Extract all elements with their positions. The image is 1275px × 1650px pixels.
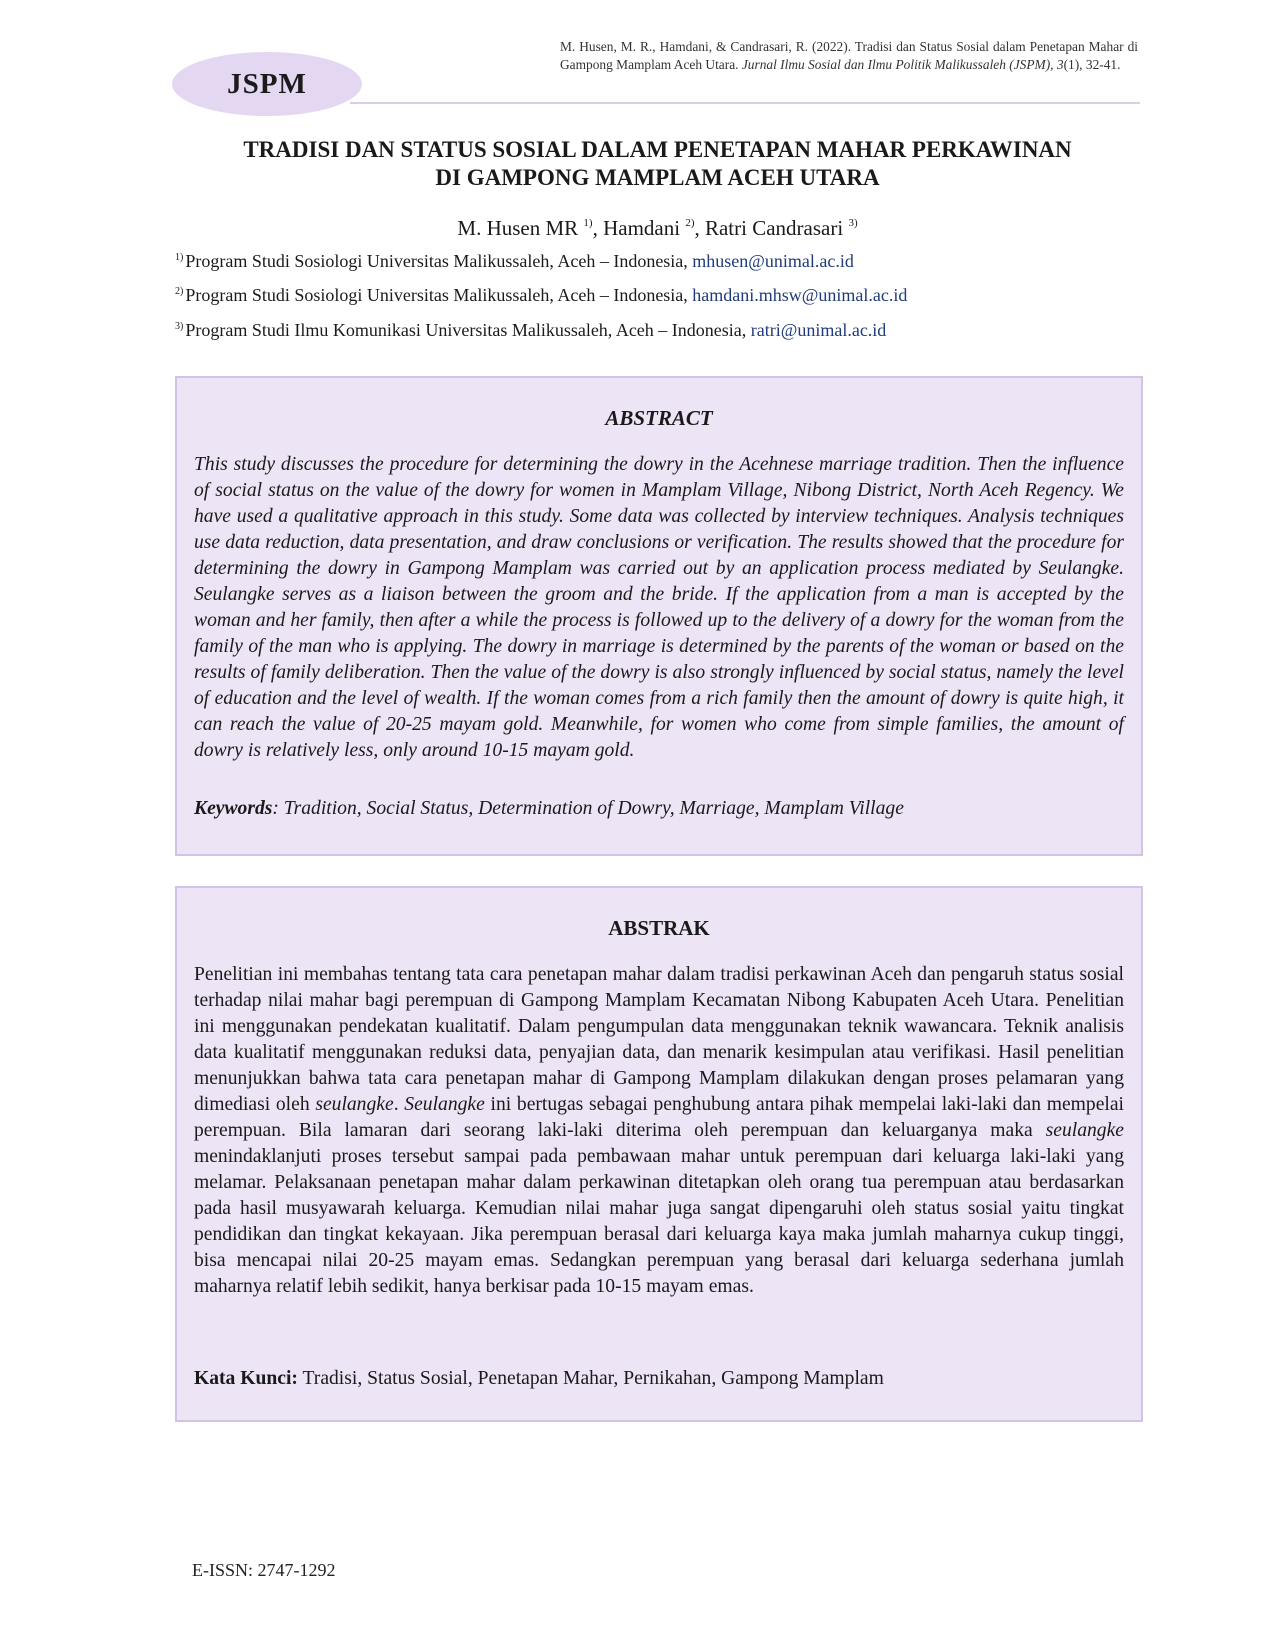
abstrak-body xyxy=(194,962,1124,1300)
affiliation-1 xyxy=(175,247,1140,272)
abstrak-text: Penelitian ini membahas tentang tata cara penetapan mahar dalam tradisi perkawinan Aceh dan pengaruh status sosial terhadap nilai mahar bagi perempuan di Gampong Mamplam Kecamatan Nibong Kabupaten Aceh Utara. Penelitian ini menggunakan pendekatan kualitatif. Dalam pengumpulan data menggunakan teknik wawancara. Teknik analisis data kualitatif menggunakan reduksi data, penyajian data, dan menarik kesimpulan atau verifikasi. Hasil penelitian menunjukkan bahwa tata cara penetapan mahar di Gampong Mamplam dilakukan dengan proses pelamaran yang dimediasi oleh xyxy=(194,964,1124,1115)
affiliation-2 xyxy=(175,281,1140,306)
keywords-label: Keywords xyxy=(194,798,273,819)
abstrak-term: Seulangke xyxy=(404,1094,485,1115)
citation-issue: (1), 32-41. xyxy=(1063,56,1121,72)
kata-kunci-text: Tradisi, Status Sosial, Penetapan Mahar, Pernikahan, Gampong Mamplam xyxy=(297,1368,884,1389)
author-mark: 2) xyxy=(685,217,695,229)
paper-title xyxy=(175,136,1140,192)
affiliation-mark: 2) xyxy=(175,286,184,297)
abstrak-heading: ABSTRAK xyxy=(608,916,710,940)
affiliation-email-link[interactable]: ratri@unimal.ac.id xyxy=(750,320,887,340)
affiliation-text: Program Studi Ilmu Komunikasi Universitas Malikussaleh, Aceh – Indonesia, xyxy=(185,320,751,340)
citation-authors: M. Husen, M. R., Hamdani, & Candrasari, R. (2022). Tradisi dan Status Sosial dalam Penetapan Mahar di Gampong Mamplam Aceh Utara. xyxy=(560,39,1138,72)
abstract-body: This study discusses the procedure for determining the dowry in the Acehnese marriage tradition. Then the influence of social status on the value of the dowry for women in Mamplam Village, Nibong District, North Aceh Regency. We have used a qualitative approach in this study. Some data was collected by interview techniques. Analysis techniques use data reduction, data presentation, and draw conclusions or verification. The results showed that the procedure for determining the dowry in Gampong Mamplam was carried out by an application process mediated by Seulangke. Seulangke serves as a liaison between the groom and the bride. If the application from a man is accepted by the woman and her family, then after a while the process is followed up to the delivery of a dowry for the woman from the family of the man who is applying. The dowry in marriage is determined by the parents of the woman or based on the results of family deliberation. Then the value of the dowry is also strongly influenced by social status, namely the level of education and the level of wealth. If the woman comes from a rich family then the amount of dowry is quite high, it can reach the value of 20-25 mayam gold. Meanwhile, for women who come from simple families, the amount of dowry is relatively less, only around 10-15 mayam gold. xyxy=(194,454,1124,761)
affiliation-text: Program Studi Sosiologi Universitas Malikussaleh, Aceh – Indonesia, xyxy=(185,285,693,305)
author-name: Hamdani xyxy=(603,216,681,240)
citation-header xyxy=(560,38,1138,73)
author-mark: 3) xyxy=(848,217,858,229)
affiliation-3 xyxy=(175,316,1140,341)
affiliation-text: Program Studi Sosiologi Universitas Malikussaleh, Aceh – Indonesia, xyxy=(185,251,693,271)
author-list: M. Husen MR $^{1)}$, Hamdani $^{2)}$, Ratri Candrasari $^{3)}$ xyxy=(457,216,858,240)
abstrak-keywords xyxy=(194,1366,1124,1392)
header-divider xyxy=(350,102,1140,104)
affiliation-email-link[interactable]: hamdani.mhsw@unimal.ac.id xyxy=(692,285,908,305)
citation-journal: Jurnal Ilmu Sosial dan Ilmu Politik Malikussaleh (JSPM), 3 xyxy=(741,56,1064,72)
affiliation-mark: 1) xyxy=(175,252,184,263)
abstrak-text: menindaklanjuti proses tersebut sampai pada pembawaan mahar untuk perempuan dari keluarga laki-laki yang melamar. Pelaksanaan penetapan mahar dalam perkawinan ditetapkan oleh orang tua perempuan atau berdasarkan pada hasil musyawarah keluarga. Kemudian nilai mahar juga sangat dipengaruhi oleh status sosial yaitu tingkat pendidikan dan tingkat kekayaan. Jika perempuan berasal dari keluarga kaya maka jumlah maharnya cukup tinggi, bisa mencapai nilai 20-25 mayam emas. Sedangkan perempuan yang berasal dari keluarga sederhana jumlah maharnya relatif lebih sedikit, hanya berkisar pada 10-15 mayam emas. xyxy=(194,1146,1124,1297)
journal-logo-text: JSPM xyxy=(227,67,307,100)
abstract-box xyxy=(175,376,1143,856)
abstrak-box xyxy=(175,886,1143,1422)
abstrak-text: ini bertugas sebagai penghubung antara pihak mempelai laki-laki dan mempelai perempuan. Bila lamaran dari seorang laki-laki diterima oleh perempuan dan keluarganya maka xyxy=(194,1094,1124,1141)
abstrak-text: . xyxy=(393,1094,405,1115)
issn-footer: E-ISSN: 2747-1292 xyxy=(192,1560,336,1580)
author-name: Ratri Candrasari xyxy=(704,216,844,240)
keywords-text: : Tradition, Social Status, Determination of Dowry, Marriage, Mamplam Village xyxy=(272,798,904,819)
abstrak-term: seulangke xyxy=(315,1094,394,1115)
abstrak-term: seulangke xyxy=(1045,1120,1124,1141)
affiliation-email-link[interactable]: mhusen@unimal.ac.id xyxy=(692,251,854,271)
title-line-2: DI GAMPONG MAMPLAM ACEH UTARA xyxy=(435,165,880,190)
title-line-1: TRADISI DAN STATUS SOSIAL DALAM PENETAPAN MAHAR PERKAWINAN xyxy=(243,137,1072,162)
author-name: M. Husen MR xyxy=(457,216,579,240)
abstract-heading: ABSTRACT xyxy=(605,406,713,430)
kata-kunci-label: Kata Kunci: xyxy=(194,1368,298,1389)
author-mark: 1) xyxy=(583,217,593,229)
journal-logo xyxy=(172,52,362,116)
affiliation-mark: 3) xyxy=(175,321,184,332)
abstract-keywords xyxy=(194,796,1124,822)
